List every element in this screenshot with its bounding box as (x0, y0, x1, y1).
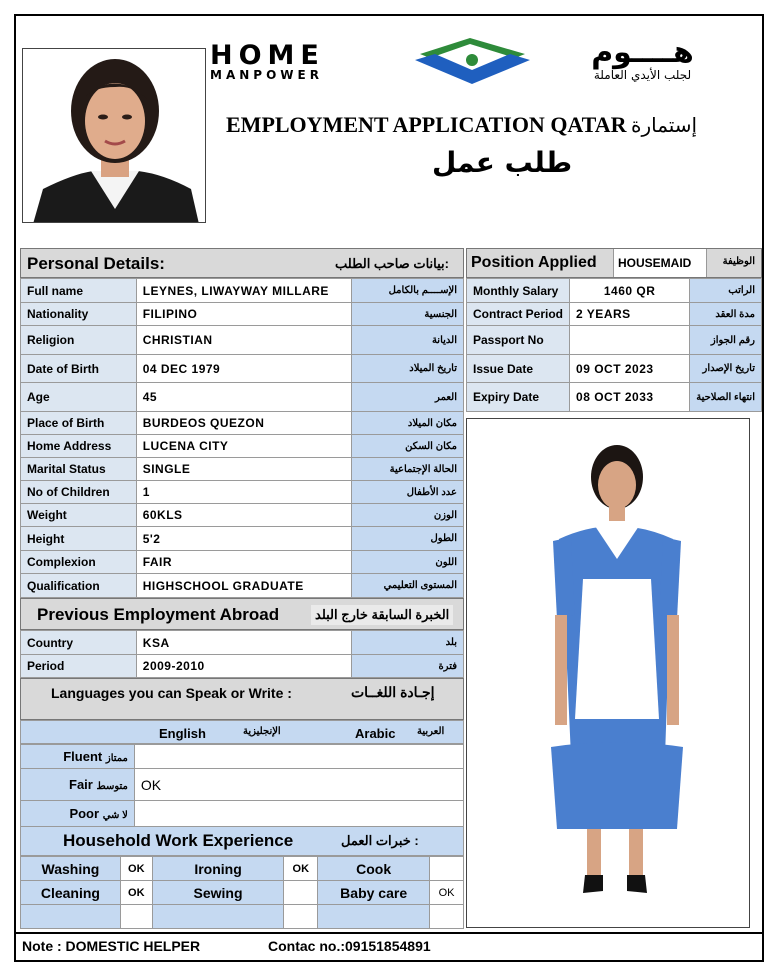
personal-details-title-ar: بيانات صاحب الطلب: (335, 256, 449, 271)
fair-row (21, 769, 464, 801)
footer-note: Note : DOMESTIC HELPER (22, 938, 201, 954)
previous-label-ar: بلد (352, 631, 464, 655)
poor-row (21, 801, 464, 827)
personal-label-ar: مكان السكن (352, 435, 464, 458)
personal-row (21, 458, 464, 481)
position-row (467, 355, 762, 383)
personal-label-ar: العمر (352, 383, 464, 412)
poor-text-ar: لا شي (102, 810, 128, 821)
poor-label (21, 801, 135, 827)
personal-label-ar: المستوى التعليمي (352, 574, 464, 598)
personal-value: SINGLE (136, 458, 352, 481)
position-label: Contract Period (467, 303, 570, 326)
washing-label: Washing (21, 857, 121, 881)
position-label: Issue Date (467, 355, 570, 383)
page-title-ar: إستمارة (630, 113, 698, 137)
fair-text: Fair (69, 777, 93, 792)
personal-row (21, 303, 464, 326)
languages-title-ar: إجـادة اللغــات (351, 684, 435, 700)
personal-value: FAIR (136, 551, 352, 574)
personal-label-ar: الحالة الإجتماعية (352, 458, 464, 481)
personal-label-ar: الجنسية (352, 303, 464, 326)
personal-value: BURDEOS QUEZON (136, 412, 352, 435)
personal-row (21, 574, 464, 598)
blank-cell (430, 905, 464, 929)
position-row (467, 303, 762, 326)
previous-employment-header (20, 598, 464, 630)
applicant-headshot (22, 48, 206, 223)
footer-bar (16, 932, 762, 958)
household-row-2 (21, 881, 464, 905)
personal-label-ar: مكان الميلاد (352, 412, 464, 435)
previous-employment-table (20, 630, 464, 678)
blank-cell (120, 905, 152, 929)
position-label: Passport No (467, 326, 570, 355)
logo-ar-name: هــــوم (591, 35, 694, 70)
babycare-value: OK (430, 881, 464, 905)
babycare-label: Baby care (318, 881, 430, 905)
blank-cell (284, 905, 318, 929)
position-label-ar: انتهاء الصلاحية (690, 383, 762, 412)
personal-label-ar: الوزن (352, 504, 464, 527)
previous-value: 2009-2010 (136, 655, 351, 678)
personal-details-title: Personal Details: (27, 254, 165, 273)
personal-value: CHRISTIAN (136, 326, 352, 355)
personal-value: 5'2 (136, 527, 352, 551)
personal-value: LEYNES, LIWAYWAY MILLARE (136, 279, 352, 303)
previous-label: Period (21, 655, 137, 678)
personal-label-ar: اللون (352, 551, 464, 574)
personal-value: 60KLS (136, 504, 352, 527)
previous-row (21, 631, 464, 655)
arabic-label: Arabic (355, 726, 396, 741)
ironing-label: Ironing (152, 857, 284, 881)
personal-row (21, 383, 464, 412)
languages-columns (20, 720, 464, 744)
personal-label: Marital Status (21, 458, 137, 481)
position-value (570, 326, 690, 355)
position-label-ar: الراتب (690, 279, 762, 303)
page-title: EMPLOYMENT APPLICATION QATAR (226, 112, 627, 137)
personal-label-ar: الطول (352, 527, 464, 551)
position-title: Position Applied (471, 254, 597, 271)
poor-text: Poor (69, 806, 100, 821)
position-row (467, 383, 762, 412)
cook-value (430, 857, 464, 881)
personal-label: Height (21, 527, 137, 551)
personal-details-table (20, 278, 464, 598)
cook-label: Cook (318, 857, 430, 881)
position-row (467, 326, 762, 355)
personal-value: LUCENA CITY (136, 435, 352, 458)
position-value: 1460 QR (570, 279, 690, 303)
applicant-fullbody-photo (466, 418, 750, 928)
personal-row (21, 412, 464, 435)
sewing-value (284, 881, 318, 905)
position-value: 08 OCT 2033 (570, 383, 690, 412)
fair-english-value: OK (134, 769, 463, 801)
personal-value: HIGHSCHOOL GRADUATE (136, 574, 352, 598)
position-value: 09 OCT 2023 (570, 355, 690, 383)
logo-emblem-icon (410, 36, 535, 86)
cleaning-value: OK (120, 881, 152, 905)
previous-row (21, 655, 464, 678)
position-row (467, 279, 762, 303)
footer-contact: Contac no.:09151854891 (268, 938, 431, 954)
fluent-value (134, 745, 463, 769)
personal-row (21, 551, 464, 574)
logo-manpower: MANPOWER (210, 68, 323, 82)
logo-home: HOME (210, 40, 325, 71)
title-row (226, 112, 756, 138)
personal-row (21, 355, 464, 383)
personal-label: Religion (21, 326, 137, 355)
household-header (20, 826, 464, 856)
previous-value: KSA (136, 631, 351, 655)
previous-employment-title-ar: الخبرة السابقة خارج البلد (311, 605, 453, 625)
logo-text-en (210, 40, 400, 82)
personal-label-ar: الإســــم بالكامل (352, 279, 464, 303)
fluent-label (21, 745, 135, 769)
household-table (20, 856, 464, 929)
poor-value (134, 801, 463, 827)
position-label-ar: رقم الجواز (690, 326, 762, 355)
personal-label: Full name (21, 279, 137, 303)
position-value: 2 YEARS (570, 303, 690, 326)
position-table (466, 278, 762, 412)
sewing-label: Sewing (152, 881, 284, 905)
position-label-ar: تاريخ الإصدار (690, 355, 762, 383)
cleaning-label: Cleaning (21, 881, 121, 905)
personal-label: Qualification (21, 574, 137, 598)
position-label-ar: مدة العقد (690, 303, 762, 326)
logo-ar-tagline: لجلب الأيدي العاملة (593, 68, 692, 82)
previous-label-ar: فترة (352, 655, 464, 678)
personal-label: Complexion (21, 551, 137, 574)
previous-employment-title: Previous Employment Abroad (37, 605, 280, 624)
position-value: HOUSEMAID (613, 249, 707, 277)
personal-label: Home Address (21, 435, 137, 458)
personal-row (21, 326, 464, 355)
fullbody-illustration (467, 419, 750, 928)
personal-row (21, 481, 464, 504)
personal-value: 1 (136, 481, 352, 504)
personal-label: Place of Birth (21, 412, 137, 435)
household-title-ar: خبرات العمل : (341, 833, 419, 848)
position-ar: الوظيفة (722, 256, 755, 267)
languages-header (20, 678, 464, 720)
personal-value: 45 (136, 383, 352, 412)
personal-label-ar: عدد الأطفال (352, 481, 464, 504)
personal-label: Date of Birth (21, 355, 137, 383)
personal-label: Weight (21, 504, 137, 527)
blank-cell (318, 905, 430, 929)
position-label: Expiry Date (467, 383, 570, 412)
personal-row (21, 527, 464, 551)
english-label: English (159, 726, 206, 741)
fluent-text: Fluent (63, 749, 103, 764)
personal-details-header (20, 248, 464, 278)
blank-cell (21, 905, 121, 929)
arabic-label-ar: العربية (417, 726, 445, 737)
language-levels-table (20, 744, 464, 827)
fair-label (21, 769, 135, 801)
ironing-value: OK (284, 857, 318, 881)
personal-row (21, 504, 464, 527)
washing-value: OK (120, 857, 152, 881)
position-label: Monthly Salary (467, 279, 570, 303)
page-subtitle-ar: طلب عمل (432, 146, 573, 179)
household-title: Household Work Experience (63, 831, 294, 850)
personal-label-ar: الديانة (352, 326, 464, 355)
languages-title: Languages you can Speak or Write : (51, 685, 292, 701)
blank-cell (152, 905, 284, 929)
personal-row (21, 435, 464, 458)
fluent-text-ar: ممتاز (105, 753, 128, 764)
personal-label-ar: تاريخ الميلاد (352, 355, 464, 383)
household-row-1 (21, 857, 464, 881)
fair-text-ar: متوسط (96, 781, 128, 792)
previous-label: Country (21, 631, 137, 655)
household-row-3 (21, 905, 464, 929)
logo-text-ar (545, 35, 740, 82)
personal-row (21, 279, 464, 303)
position-header (466, 248, 762, 278)
fluent-row (21, 745, 464, 769)
personal-value: FILIPINO (136, 303, 352, 326)
personal-label: Nationality (21, 303, 137, 326)
english-label-ar: الإنجليزية (243, 726, 281, 737)
personal-value: 04 DEC 1979 (136, 355, 352, 383)
personal-label: Age (21, 383, 137, 412)
personal-label: No of Children (21, 481, 137, 504)
headshot-illustration (23, 49, 206, 223)
